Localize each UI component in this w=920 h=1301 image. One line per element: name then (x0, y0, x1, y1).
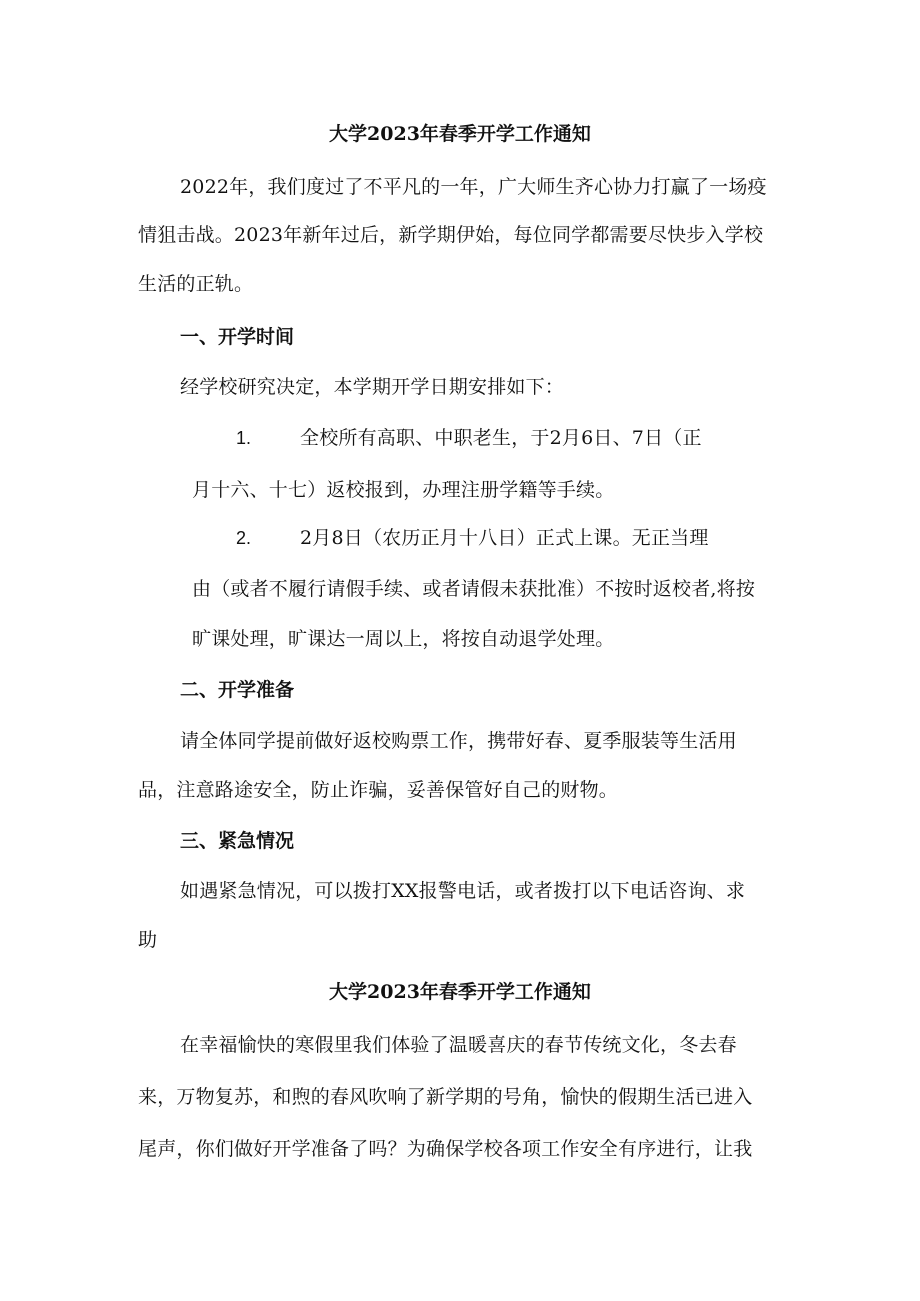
list-item-2-line-1: 2月8日（农历正月十八日）正式上课。无正当理 (300, 527, 709, 549)
list-item-1-number: 1. (236, 428, 252, 448)
list-item-2-line-2: 由（或者不履行请假手续、或者请假未获批准）不按时返校者,将按 (192, 578, 756, 600)
opening-time-text: 经学校研究决定，本学期开学日期安排如下： (180, 376, 565, 398)
intro-line-3: 生活的正轨。 (138, 273, 254, 295)
heading-opening-time: 一、开学时间 (180, 326, 295, 348)
heading-preparation: 二、开学准备 (180, 679, 295, 701)
list-item-2-number: 2. (236, 528, 252, 548)
section2-line-3: 尾声，你们做好开学准备了吗？为确保学校各项工作安全有序进行，让我 (138, 1138, 753, 1160)
intro-line-2: 情狙击战。2023年新年过后，新学期伊始，每位同学都需要尽快步入学校 (138, 224, 764, 246)
heading-emergency: 三、紧急情况 (180, 830, 295, 852)
list-item-1-line-2: 月十六、十七）返校报到，办理注册学籍等手续。 (192, 479, 615, 501)
section2-line-2: 来，万物复苏，和煦的春风吹响了新学期的号角，愉快的假期生活已进入 (138, 1086, 753, 1108)
list-item-2-line-3: 旷课处理，旷课达一周以上，将按自动退学处理。 (192, 628, 615, 650)
emergency-line-2: 助 (138, 929, 158, 951)
document-title-2: 大学2023年春季开学工作通知 (329, 981, 591, 1003)
emergency-line-1: 如遇紧急情况，可以拨打XX报警电话，或者拨打以下电话咨询、求 (180, 880, 746, 902)
preparation-line-2: 品，注意路途安全，防止诈骗，妥善保管好自己的财物。 (138, 779, 619, 801)
list-item-1-line-1: 全校所有高职、中职老生，于2月6日、7日（正 (300, 427, 702, 449)
section2-line-1: 在幸福愉快的寒假里我们体验了温暖喜庆的春节传统文化，冬去春 (180, 1034, 737, 1056)
intro-line-1: 2022年，我们度过了不平凡的一年，广大师生齐心协力打赢了一场疫 (180, 176, 767, 198)
preparation-line-1: 请全体同学提前做好返校购票工作，携带好春、夏季服装等生活用 (180, 730, 737, 752)
document-title: 大学2023年春季开学工作通知 (329, 123, 591, 145)
